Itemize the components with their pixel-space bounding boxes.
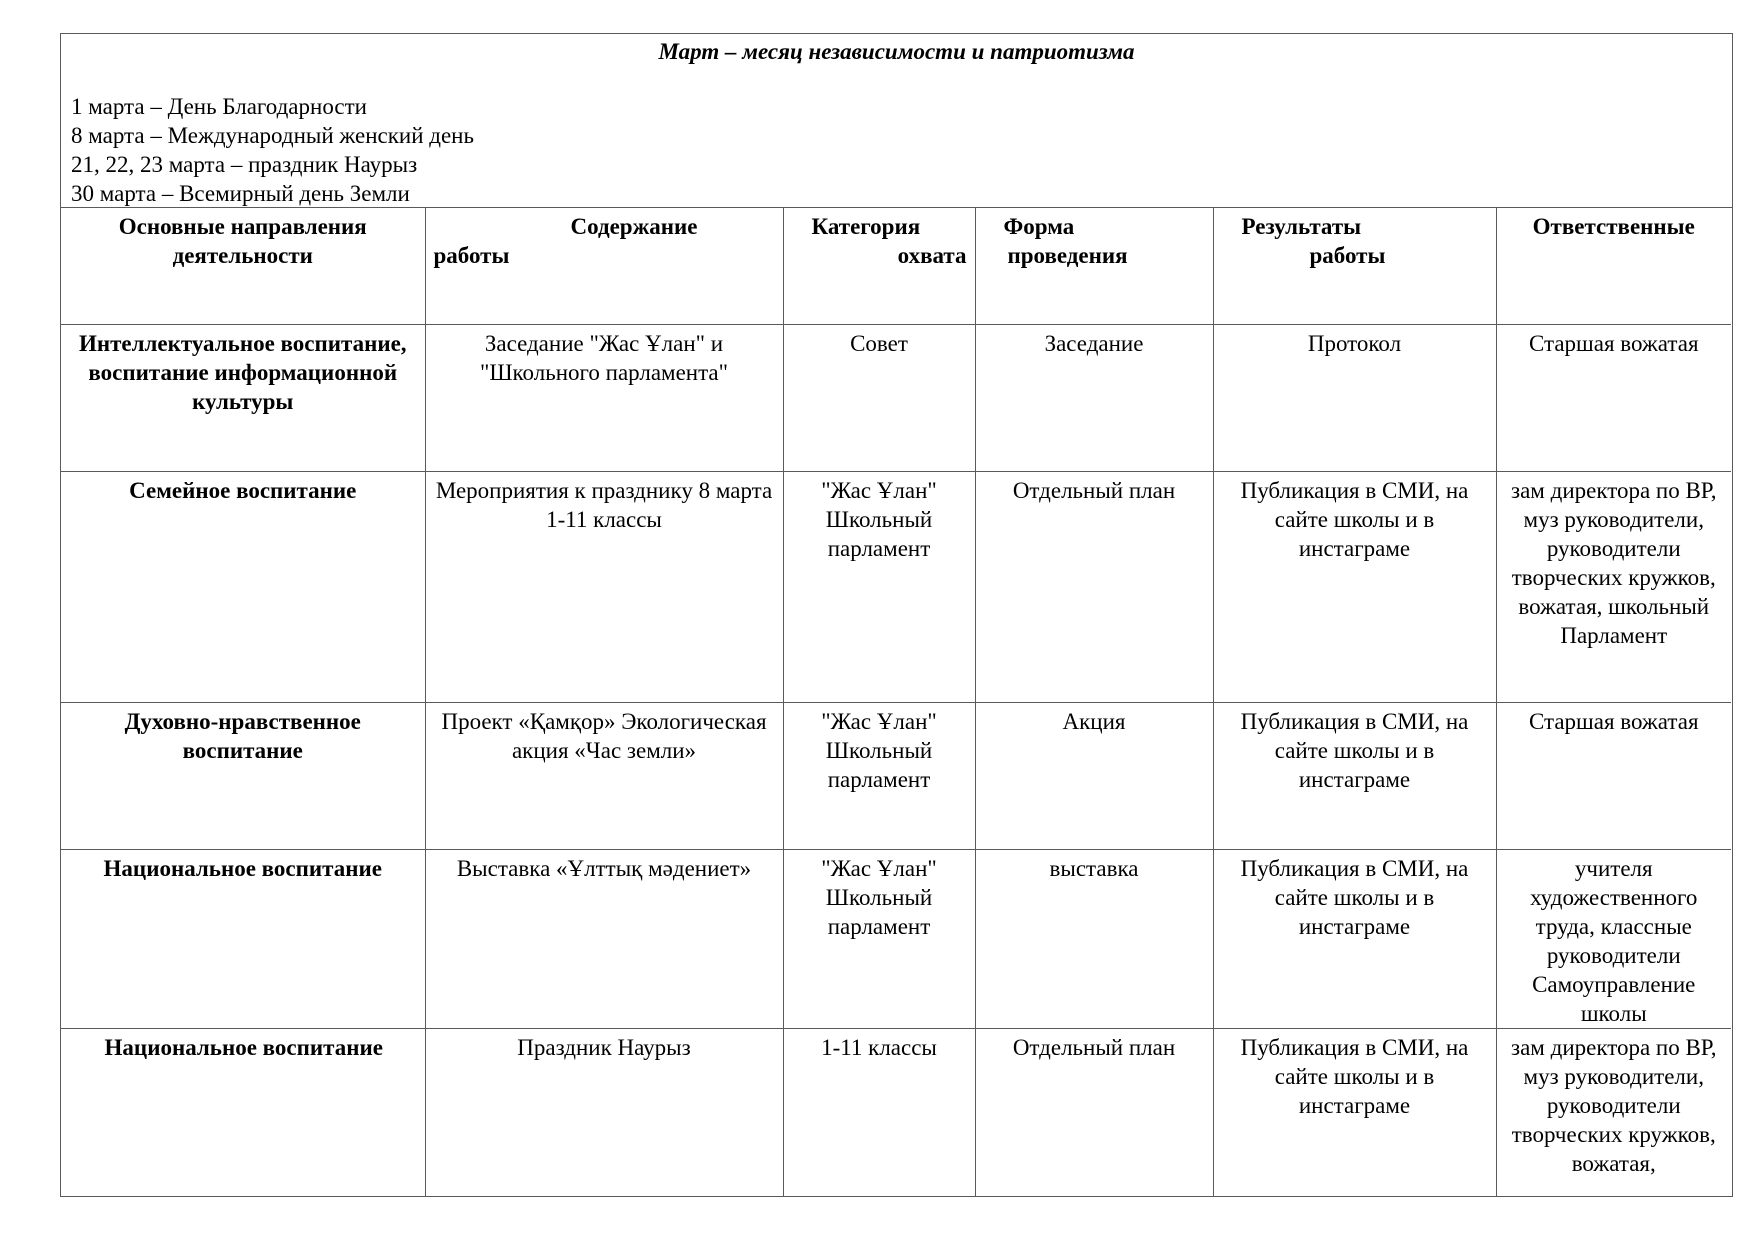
cell-result: Публикация в СМИ, на сайте школы и в инстаграме — [1213, 702, 1496, 849]
cell-responsible: учителя художественного труда, классные руководители Самоуправление школы — [1496, 849, 1731, 1028]
cell-responsible: зам директора по ВР, муз руководители, руководители творческих кружков, вожатая, — [1496, 1028, 1731, 1197]
cell-direction: Интеллектуальное воспитание, воспитание информационной культуры — [61, 324, 425, 471]
document-title: Март – месяц независимости и патриотизма — [658, 39, 1135, 64]
cell-form: Акция — [975, 702, 1213, 849]
event-item: 1 марта – День Благодарности — [71, 94, 367, 119]
cell-category: 1-11 классы — [783, 1028, 975, 1197]
column-header-result: Результаты работы — [1213, 208, 1496, 324]
cell-form: Отдельный план — [975, 471, 1213, 702]
cell-result: Протокол — [1213, 324, 1496, 471]
cell-responsible: Старшая вожатая — [1496, 702, 1731, 849]
cell-category: "Жас Ұлан" Школьный парламент — [783, 849, 975, 1028]
cell-category: Совет — [783, 324, 975, 471]
plan-table — [61, 208, 1731, 1197]
cell-responsible: Старшая вожатая — [1496, 324, 1731, 471]
table-row — [61, 849, 1731, 1028]
document-frame — [60, 33, 1733, 1197]
table-row — [61, 702, 1731, 849]
column-header-form: Форма проведения — [975, 208, 1213, 324]
event-item: 8 марта – Международный женский день — [71, 123, 474, 148]
cell-content: Выставка «Ұлттық мәдениет» — [425, 849, 783, 1028]
cell-direction: Духовно-нравственное воспитание — [61, 702, 425, 849]
cell-direction: Национальное воспитание — [61, 849, 425, 1028]
table-row — [61, 1028, 1731, 1197]
cell-result: Публикация в СМИ, на сайте школы и в инстаграме — [1213, 1028, 1496, 1197]
cell-content: Заседание "Жас Ұлан" и "Школьного парламента" — [425, 324, 783, 471]
cell-form: выставка — [975, 849, 1213, 1028]
event-item: 30 марта – Всемирный день Земли — [71, 181, 410, 206]
cell-content: Проект «Қамқор» Экологическая акция «Час земли» — [425, 702, 783, 849]
table-header-row — [61, 208, 1731, 324]
cell-content: Мероприятия к празднику 8 марта 1-11 классы — [425, 471, 783, 702]
cell-form: Отдельный план — [975, 1028, 1213, 1197]
header-block — [61, 34, 1732, 208]
cell-direction: Семейное воспитание — [61, 471, 425, 702]
column-header-direction: Основные направления деятельности — [61, 208, 425, 324]
table-row — [61, 471, 1731, 702]
cell-result: Публикация в СМИ, на сайте школы и в инстаграме — [1213, 471, 1496, 702]
cell-direction: Национальное воспитание — [61, 1028, 425, 1197]
cell-category: "Жас Ұлан" Школьный парламент — [783, 702, 975, 849]
cell-category: "Жас Ұлан" Школьный парламент — [783, 471, 975, 702]
column-header-content: Содержание работы — [425, 208, 783, 324]
column-header-responsible: Ответственные — [1496, 208, 1731, 324]
event-item: 21, 22, 23 марта – праздник Наурыз — [71, 152, 418, 177]
cell-responsible: зам директора по ВР, муз руководители, руководители творческих кружков, вожатая, школьный Парламент — [1496, 471, 1731, 702]
events-list — [71, 92, 474, 208]
cell-content: Праздник Наурыз — [425, 1028, 783, 1197]
cell-result: Публикация в СМИ, на сайте школы и в инстаграме — [1213, 849, 1496, 1028]
table-row — [61, 324, 1731, 471]
column-header-category: Категория охвата — [783, 208, 975, 324]
cell-form: Заседание — [975, 324, 1213, 471]
